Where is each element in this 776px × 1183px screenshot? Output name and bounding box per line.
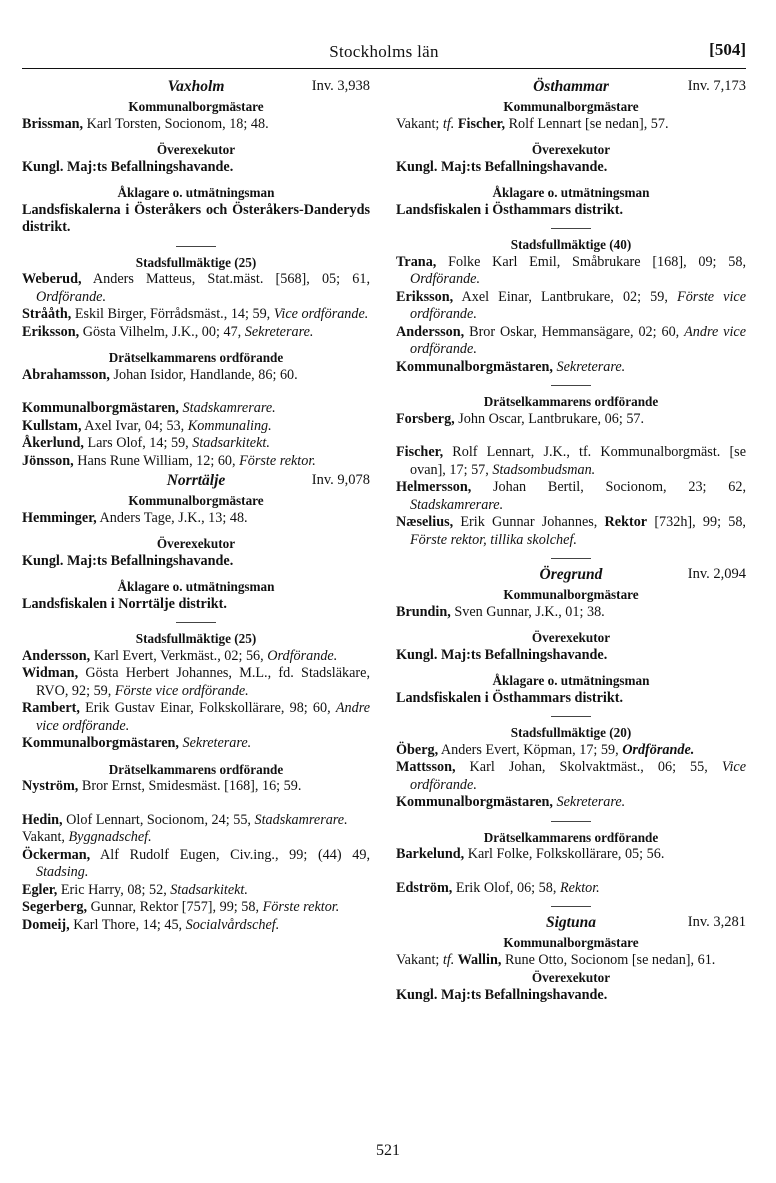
person-role: Andre vice ordförande. [36,700,370,734]
person-details: Folke Karl Emil, Småbrukare [168], 09; 58, [436,253,746,270]
person-role: Förste rektor, tillika skolchef. [410,531,577,548]
person-details: Sven Gunnar, J.K., 01; 38. [450,603,605,620]
person-name: Barkelund, [396,846,465,862]
person-details: [732h], 99; 58, [647,514,746,530]
person-role: Stadsing. [36,864,89,880]
person-name: Eriksson, [396,288,454,305]
person-entry [22,418,370,436]
section-heading: Stadsfullmäktige (25) [135,254,257,270]
authority-text: Kungl. Maj:ts Befallningshavande. [22,158,234,175]
person-entry [396,742,746,760]
person-details: Bror Ernst, Smidesmäst. [168], 16; 59. [78,778,302,794]
person-details: Rolf Lennart, J.K., tf. Kommunalborgmäst. [se ovan], 17; 57, [410,444,746,478]
person-role: Andre vice ordförande. [410,323,747,357]
authority-text: Landsfiskalen i Östhammars distrikt. [396,689,624,706]
section-heading: Överexekutor [156,536,236,551]
authority-text: Landsfiskalerna i Österåkers och Österåkers-Danderyds distrikt. [22,201,370,235]
town-inhabitants: Inv. 3,938 [311,78,370,94]
divider [551,906,591,907]
person-name: Mattsson, [396,759,456,775]
person-details: Gösta Vilhelm, J.K., 00; 47, [79,323,245,340]
town-heading [396,914,746,934]
person-entry [22,812,370,830]
person-details: Alf Rudolf Eugen, Civ.ing., 99; (44) 49, [90,846,370,863]
person-name: Brundin, [396,603,451,620]
person-role: Kommunaling. [187,417,272,434]
person-role: Ordförande. [36,288,107,305]
authority-text: Kungl. Maj:ts Befallningshavande. [396,158,608,175]
section-heading: Stadsfullmäktige (40) [510,237,632,252]
section-heading: Stadsfullmäktige (25) [135,631,257,646]
person-entry [396,289,746,324]
person-details: Erik Gustav Einar, Folkskollärare, 98; 60, [79,700,336,716]
section-heading: Drätselkammarens ordförande [483,829,659,845]
person-role: Sekreterare. [182,735,252,751]
person-name: Andersson, [22,647,91,664]
person-name: Åkerlund, [22,435,84,451]
page-number: 521 [376,1142,400,1159]
person-entry [396,846,746,864]
person-entry [22,899,370,917]
authority-text: Landsfiskalen i Östhammars distrikt. [396,201,624,218]
person-details: Anders Evert, Köpman, 17; 59, [438,741,623,758]
acting-abbrev: tf. [442,951,455,968]
left-column [22,76,370,934]
person-details: Karl Folke, Folkskollärare, 05; 56. [464,846,665,862]
section-heading: Åklagare o. utmätningsman [117,185,275,200]
person-entry [396,952,746,970]
person-name: Egler, [22,881,58,898]
person-role: Stadskamrerare. [182,400,276,416]
divider [551,228,591,229]
person-role: Sekreterare. [556,794,626,810]
section-heading: Åklagare o. utmätningsman [492,185,650,200]
divider [551,558,591,559]
person-name: Kommunalborgmästaren, [22,400,179,416]
person-role: Förste vice ordförande. [410,288,747,322]
person-entry [22,700,370,735]
divider [551,821,591,822]
section-heading: Drätselkammarens ordförande [108,761,284,777]
header-rule [22,68,746,69]
person-role: Byggnadschef. [68,829,152,845]
person-name: Eriksson, [22,323,80,340]
person-role: Ordförande. [622,741,695,758]
person-entry [396,479,746,514]
person-role: Stadsombudsman. [492,461,596,478]
town-inhabitants: Inv. 9,078 [311,472,370,488]
person-details: Axel Ivar, 04; 53, [81,417,188,434]
person-name: Fischer, [454,115,506,132]
divider [551,716,591,717]
person-role: Stadskamrerare. [410,496,504,513]
divider [176,622,216,623]
person-entry [22,735,370,753]
section-heading: Åklagare o. utmätningsman [117,579,275,594]
person-details: Erik Olof, 06; 58, [452,879,560,896]
person-entry [22,665,370,700]
person-details: Lars Olof, 14; 59, [83,435,193,451]
person-name: Kullstam, [22,417,82,434]
person-name: Næselius, [396,514,454,530]
person-entry [22,510,370,528]
person-title: Rektor [604,514,648,530]
person-entry [396,444,746,479]
person-entry [396,880,746,898]
person-name: Öberg, [396,741,439,758]
person-name: Abrahamsson, [22,366,110,383]
person-details: Johan Isidor, Handlande, 86; 60. [109,366,298,383]
person-role: Rektor. [559,879,600,896]
person-details: John Oscar, Lantbrukare, 06; 57. [454,410,645,427]
person-name: Forsberg, [396,410,455,427]
person-details: Karl Johan, Skolvaktmäst., 06; 55, [455,759,722,775]
section-heading: Åklagare o. utmätningsman [492,673,650,688]
person-entry [396,604,746,622]
person-name: Öckerman, [22,846,91,863]
person-role: Ordförande. [410,271,481,287]
authority-text: Kungl. Maj:ts Befallningshavande. [22,552,234,569]
person-role: Sekreterare. [244,323,314,340]
header-page-ref: [504] [709,40,746,59]
authority-text: Kungl. Maj:ts Befallningshavande. [396,986,608,1003]
town-inhabitants: Inv. 7,173 [687,78,746,94]
person-details: Vakant, [22,829,69,845]
town-inhabitants: Inv. 3,281 [687,914,746,930]
person-name: Brissman, [22,115,84,132]
person-entry [396,794,746,812]
person-role: Vice ordförande. [273,306,369,322]
town-heading [22,78,370,98]
person-details: Eric Harry, 08; 52, [57,881,171,898]
person-details: Rolf Lennart [se nedan], 57. [505,115,669,132]
vacancy-text: Vakant; [396,951,443,968]
person-entry [396,359,746,377]
person-details: Eskil Birger, Förrådsmäst., 14; 59, [71,306,274,322]
section-heading: Kommunalborgmästare [128,493,264,508]
town-name: Östhammar [533,78,609,95]
person-role: Stadsarkitekt. [192,435,270,451]
person-entry [396,514,746,549]
person-details: Olof Lennart, Socionom, 24; 55, [62,811,255,828]
person-name: Strååth, [22,306,72,322]
acting-abbrev: tf. [442,115,455,132]
person-details: Karl Torsten, Socionom, 18; 48. [83,115,269,132]
person-name: Hemminger, [22,509,97,526]
person-details: Gösta Herbert Johannes, M.L., fd. Stadsläkare, RVO, 92; 59, [36,665,370,699]
section-heading: Drätselkammarens ordförande [108,350,284,365]
section-heading: Överexekutor [156,142,236,157]
person-role: Stadsarkitekt. [170,881,248,898]
person-entry [22,453,370,471]
person-name: Jönsson, [22,452,74,469]
section-heading: Överexekutor [531,970,611,985]
right-column [396,76,746,1004]
header-title: Stockholms län [329,42,439,61]
person-name: Fischer, [396,444,444,460]
town-heading [22,472,370,492]
person-details: Anders Matteus, Stat.mäst. [568], 05; 61, [81,271,370,287]
person-entry [22,367,370,385]
person-entry [22,648,370,666]
person-entry [22,847,370,882]
person-entry [22,324,370,342]
person-entry [22,271,370,306]
divider [176,246,216,247]
town-name: Öregrund [539,566,603,583]
person-entry [396,116,746,134]
person-details: Hans Rune William, 12; 60, [73,452,240,469]
authority-text: Kungl. Maj:ts Befallningshavande. [396,646,608,663]
person-details: Anders Tage, J.K., 13; 48. [96,509,248,526]
person-details: Axel Einar, Lantbrukare, 02; 59, [453,288,678,305]
person-name: Widman, [22,665,79,681]
running-header [22,0,746,70]
person-details: Gunnar, Rektor [757], 99; 58, [87,899,263,915]
person-role: Socialvårdschef. [185,916,280,933]
section-heading: Drätselkammarens ordförande [483,394,659,409]
person-entry [22,400,370,418]
town-name: Norrtälje [166,472,226,489]
person-entry [396,411,746,429]
person-role: Sekreterare. [556,358,626,375]
person-name: Domeij, [22,916,70,933]
person-role: Förste vice ordförande. [114,682,249,699]
person-details: Bror Oskar, Hemmansägare, 02; 60, [464,323,685,340]
person-name: Segerberg, [22,899,88,915]
person-role: Förste rektor. [262,899,340,915]
person-details: Karl Evert, Verkmäst., 02; 56, [90,647,268,664]
person-entry [22,306,370,324]
person-entry [22,829,370,847]
section-heading: Kommunalborgmästare [503,99,639,114]
person-details: Johan Bertil, Socionom, 23; 62, [471,479,746,495]
section-heading: Kommunalborgmästare [503,587,639,602]
section-heading: Kommunalborgmästare [503,935,639,950]
person-entry [396,324,746,359]
town-heading [396,566,746,586]
section-heading: Överexekutor [531,142,611,157]
person-name: Kommunalborgmästaren, [396,794,553,810]
person-name: Kommunalborgmästaren, [22,735,179,751]
town-heading [396,78,746,98]
person-details: Erik Gunnar Johannes, [453,514,605,530]
town-name: Vaxholm [167,78,225,95]
person-entry [22,778,370,796]
person-entry [22,917,370,935]
divider [551,385,591,386]
town-name: Sigtuna [546,914,596,931]
section-heading: Överexekutor [531,630,611,645]
person-name: Trana, [396,253,437,270]
person-role: Stadskamrerare. [254,811,348,828]
town-inhabitants: Inv. 2,094 [687,566,746,582]
section-heading: Stadsfullmäktige (20) [510,725,632,740]
person-details: Rune Otto, Socionom [se nedan], 61. [501,951,716,968]
person-name: Andersson, [396,323,465,340]
person-role: Ordförande. [267,647,338,664]
person-entry [22,116,370,134]
person-name: Nyström, [22,778,79,794]
person-entry [22,435,370,453]
person-name: Hedin, [22,811,63,828]
person-name: Kommunalborgmästaren, [396,358,553,375]
person-name: Rambert, [22,700,80,716]
person-name: Weberud, [22,271,82,287]
person-role: Vice ordförande. [410,759,746,793]
person-name: Edström, [396,879,453,896]
person-details: Karl Thore, 14; 45, [69,916,186,933]
person-role: Förste rektor. [239,452,316,469]
person-name: Wallin, [454,951,502,968]
person-name: Helmersson, [396,479,472,495]
authority-text: Landsfiskalen i Norrtälje distrikt. [22,595,227,612]
section-heading: Kommunalborgmästare [128,99,264,114]
person-entry [396,254,746,289]
person-entry [22,882,370,900]
person-entry [396,759,746,794]
vacancy-text: Vakant; [396,115,443,132]
